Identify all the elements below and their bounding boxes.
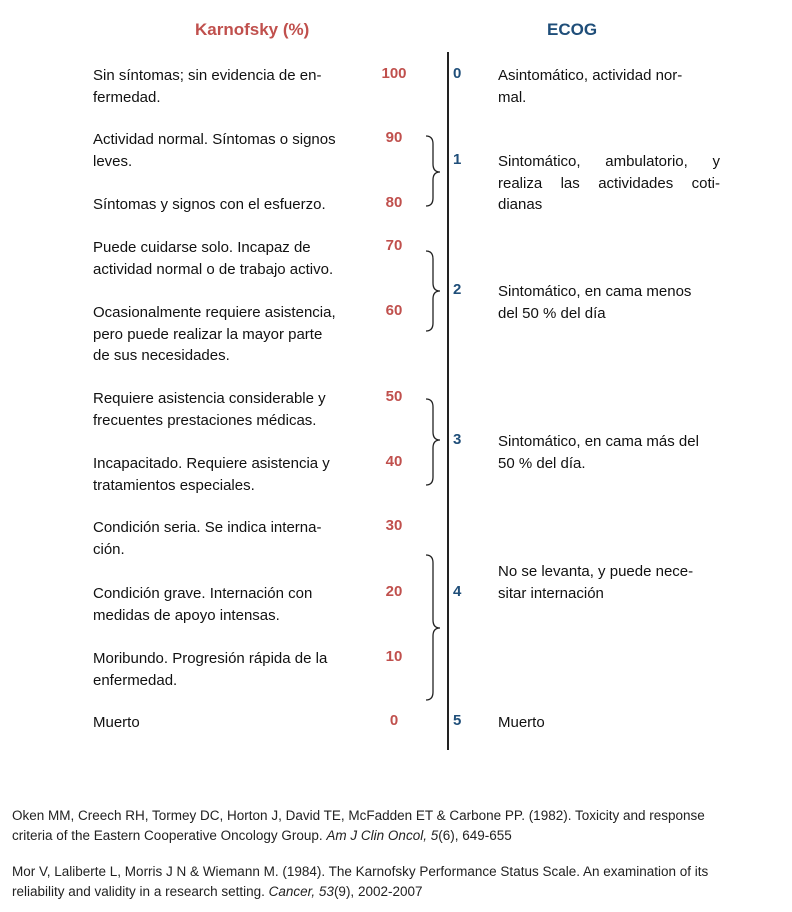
- ecog-grade: 5: [453, 712, 462, 729]
- line: Condición grave. Internación con: [93, 585, 313, 602]
- line: Muerto: [93, 714, 140, 731]
- karnofsky-value: 10: [385, 648, 403, 665]
- line: de sus necesidades.: [93, 347, 230, 364]
- line: actividad normal o de trabajo activo.: [93, 260, 334, 278]
- line: Moribundo. Progresión rápida de la: [93, 650, 328, 667]
- karnofsky-value: 0: [389, 712, 399, 729]
- karnofsky-value: 100: [381, 65, 407, 82]
- line: fermedad.: [93, 88, 161, 106]
- line: Actividad normal. Síntomas o signos: [93, 131, 336, 148]
- ref-text: (6), 649-655: [438, 828, 512, 843]
- line: enfermedad.: [93, 671, 178, 689]
- line: Asintomático, actividad nor-: [498, 67, 683, 84]
- karnofsky-value: 50: [385, 388, 403, 405]
- ecog-description: [498, 65, 720, 108]
- karnofsky-value: 20: [385, 583, 403, 600]
- karnofsky-value: 70: [385, 237, 403, 254]
- line: mal.: [498, 88, 527, 106]
- ecog-header: ECOG: [547, 20, 598, 39]
- line: Sintomático, en cama más del: [498, 433, 699, 450]
- brace-ecog-4: [426, 555, 440, 700]
- line: leves.: [93, 152, 133, 170]
- reference-mor-1984: [12, 862, 782, 902]
- line: realiza las actividades coti-: [498, 174, 720, 192]
- ref-text: (9), 2002-2007: [333, 884, 423, 899]
- line: frecuentes prestaciones médicas.: [93, 411, 317, 429]
- line: pero puede realizar la mayor parte: [93, 325, 323, 343]
- ref-text: criteria of the Eastern Cooperative Oncology Group.: [12, 828, 327, 843]
- line: [12, 826, 782, 846]
- karnofsky-value: 80: [385, 194, 403, 211]
- line: Ocasionalmente requiere asistencia,: [93, 304, 336, 321]
- line: dianas: [498, 196, 543, 213]
- line: Sintomático, ambulatorio, y: [498, 153, 720, 170]
- ecog-description: [498, 561, 720, 604]
- brace-ecog-3: [426, 399, 440, 485]
- ref-journal: Cancer, 53: [268, 884, 334, 899]
- line: Síntomas y signos con el esfuerzo.: [93, 196, 326, 213]
- brace-ecog-1: [426, 136, 440, 206]
- line: Puede cuidarse solo. Incapaz de: [93, 239, 311, 256]
- ecog-grade: 0: [453, 65, 462, 82]
- line: 50 % del día.: [498, 454, 586, 472]
- reference-oken-1982: [12, 806, 782, 846]
- ecog-description: [498, 151, 720, 216]
- line: Requiere asistencia considerable y: [93, 390, 326, 407]
- line: sitar internación: [498, 584, 604, 602]
- ecog-grade: 2: [453, 281, 462, 298]
- ecog-description: [498, 431, 720, 474]
- karnofsky-value: 40: [385, 453, 403, 470]
- ecog-grade: 4: [453, 583, 462, 600]
- line: Mor V, Laliberte L, Morris J N & Wiemann M. (1984). The Karnofsky Performance Status Scale. An examination of its: [12, 864, 709, 879]
- karnofsky-header: Karnofsky (%): [195, 20, 310, 39]
- line: Oken MM, Creech RH, Tormey DC, Horton J, David TE, McFadden ET & Carbone PP. (1982). Toxicity and response: [12, 808, 705, 823]
- line: ción.: [93, 540, 125, 558]
- ref-text: reliability and validity in a research setting.: [12, 884, 269, 899]
- karnofsky-value: 60: [385, 302, 403, 319]
- ecog-grade: 3: [453, 431, 462, 448]
- line: medidas de apoyo intensas.: [93, 606, 280, 624]
- ecog-grade: 1: [453, 151, 462, 168]
- line: No se levanta, y puede nece-: [498, 563, 694, 580]
- ecog-description: [498, 281, 720, 324]
- line: [12, 882, 782, 902]
- line: Incapacitado. Requiere asistencia y: [93, 455, 330, 472]
- line: Muerto: [498, 714, 545, 731]
- brace-ecog-2: [426, 251, 440, 331]
- line: tratamientos especiales.: [93, 476, 255, 494]
- ecog-description: [498, 712, 720, 734]
- karnofsky-value: 90: [385, 129, 403, 146]
- line: Sintomático, en cama menos: [498, 283, 692, 300]
- line: del 50 % del día: [498, 304, 606, 322]
- line: Condición seria. Se indica interna-: [93, 519, 322, 536]
- karnofsky-value: 30: [385, 517, 403, 534]
- ref-journal: Am J Clin Oncol, 5: [326, 828, 439, 843]
- line: Sin síntomas; sin evidencia de en-: [93, 67, 322, 84]
